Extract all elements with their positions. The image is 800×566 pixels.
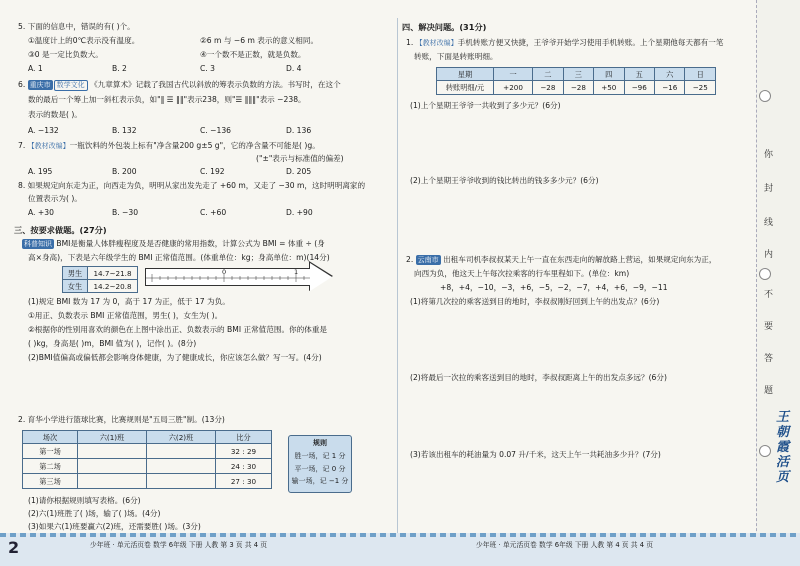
q6-text2: 数的最后一个筹上加一斜杠表示负，如"‖ ☰ ‖‖"表示238，则"☰ ‖‖‖"表示 −238。 [28,95,306,104]
binding-hole-icon [759,268,771,280]
table-row [437,81,716,95]
q6-choice-b: B. 132 [112,126,137,135]
game-name: 第二场 [23,459,78,474]
col-class1: 六(1)班 [78,431,147,444]
q5-option2: ②6 m 与 −6 m 表示的意义相同。 [200,36,319,45]
value-sun: −25 [685,81,716,95]
class1-cell[interactable] [78,474,147,489]
r-q2-part3: (3)若该出租车的耗油量为 0.07 升/千米，这天上午一共耗油多少升？(7分) [410,450,661,459]
value-wed: −28 [563,81,593,95]
q7-note: ("±"表示与标准值的偏差) [256,154,344,163]
boy-label: 男生 [63,267,88,280]
bmi-line1 [22,239,325,249]
girl-range: 14.2~20.8 [88,280,138,293]
value-sat: −16 [654,81,684,95]
q6-line1 [18,80,341,91]
q8-choice-c: C. +60 [200,208,227,217]
q7-choice-b: B. 200 [112,167,137,176]
basket-stem: 2. 育华小学进行篮球比赛，比赛规则是"五局三胜"制。(13分) [18,415,225,424]
q6-number: 6. [18,80,26,89]
r-q2-part1: (1)将第几次拉的乘客送到目的地时，李叔叔刚好回到上午的出发点？(6分) [410,297,660,306]
girl-label: 女生 [63,280,88,293]
basket-part1: (1)请你根据规则填写表格。(6分) [28,496,141,505]
bmi-part1b: ②根据你的性别用喜欢的颜色在上图中涂出正、负数表示的 BMI 正常值范围。你的体重是 [28,325,328,334]
binding-char: 不 [764,290,774,300]
q5-choice-c: C. 3 [200,64,215,73]
r-q2-line1 [406,255,716,265]
col-wed: 三 [563,68,593,81]
binding-hole-icon [759,445,771,457]
table-row [23,444,272,459]
r-q2-text1: 出租车司机李叔叔某天上午一直在东西走向的解放路上营运，如果规定向东为正， [443,255,717,264]
q8-text1: 8. 如果规定向东走为正，向西走为负，明明从家出发先走了 +60 m，又走了 −30 m，这时明明离家的 [18,181,366,190]
class2-cell[interactable] [147,474,216,489]
class1-cell[interactable] [78,459,147,474]
rule-draw: 平一场，记 0 分 [294,464,346,473]
ruler-arrow-head [310,263,332,291]
r-q1-line1 [406,38,723,48]
q5-choice-a: A. 1 [28,64,43,73]
brand-logo: 王朝霞活页 [776,410,790,485]
binding-char: 线 [764,218,774,228]
boy-range: 14.7~21.8 [88,267,138,280]
q6-text3: 表示的数是( )。 [28,110,82,119]
col-mon: 一 [494,68,533,81]
r-q1-text1: 手机转账方便又快捷，王爷爷开始学习使用手机转账。上个星期他每天都有一笔 [457,38,724,47]
q5-option4: ④一个数不是正数，就是负数。 [200,50,306,59]
ruler-one-label: 1 [294,268,299,276]
col-fri: 五 [624,68,654,81]
q5-choice-d: D. 4 [286,64,302,73]
bmi-tag: 科普知识 [24,240,52,248]
q8-choice-a: A. +30 [28,208,54,217]
q5-choice-b: B. 2 [112,64,127,73]
q7-choice-a: A. 195 [28,167,53,176]
game-score: 24 : 30 [216,459,272,474]
game-score: 32 : 29 [216,444,272,459]
binding-char: 答 [764,354,774,364]
col-tue: 二 [533,68,563,81]
q7-number: 7. [18,141,26,150]
r-q2-number: 2. [406,255,414,264]
section3-title: 三、按要求做题。(27分) [14,225,107,235]
binding-char: 内 [764,250,774,260]
ruler-ticks [146,269,311,285]
rule-win: 胜一场，记 1 分 [294,451,346,460]
basket-part3: (3)如果六(1)班要赢六(2)班，还需要胜( )场。(3分) [28,522,201,531]
q7-tag: 【教材改编】 [27,142,70,150]
ruler-zero-label: 0 [222,268,227,276]
table-row [23,459,272,474]
col-thu: 四 [594,68,624,81]
rules-title: 规则 [313,439,327,447]
q7-choice-d: D. 205 [286,167,312,176]
col-class2: 六(2)班 [147,431,216,444]
transfer-table [436,67,716,95]
rules-box [288,435,352,493]
value-fri: −96 [624,81,654,95]
value-tue: −28 [533,81,563,95]
number-line-ruler [145,268,312,286]
value-mon: +200 [494,81,533,95]
footer-wave [0,533,800,537]
bmi-part1c: ( )kg，身高是( )m，BMI 值为( )，记作( )。(8分) [28,339,197,348]
binding-char: 题 [764,386,774,396]
left-footer-text: 少年班 · 单元活页卷 数学 6年级 下册 人教 第 3 页 共 4 页 [90,541,267,549]
page-number: 2 [8,538,20,557]
bmi-text2: 高×身高)，下表是六年级学生的 BMI 正常值范围。(体重单位：kg；身高单位：m)(14分) [28,253,330,262]
game-name: 第一场 [23,444,78,459]
q5-option3: ③0 是一定比负数大。 [28,50,103,59]
col-score: 比分 [216,431,272,444]
bmi-part1a: ①用正、负数表示 BMI 正常值范围，男生( )，女生为( )。 [28,311,223,320]
r-q1-text2: 转账，下面是转账明细。 [414,52,498,61]
q6-choice-a: A. −132 [28,126,59,135]
bmi-text1: BMI是衡量人体胖瘦程度及是否健康的常用指数，计算公式为 BMI = 体重 ÷ (身 [56,239,325,248]
q6-region-tag: 重庆市 [29,81,51,89]
q8-choice-d: D. +90 [286,208,313,217]
q6-choice-d: D. 136 [286,126,312,135]
q6-choice-c: C. −136 [200,126,231,135]
q7-text1: 一瓶饮料的外包装上标有"净含量200 g±5 g"，它的净含量不可能是( )g。 [69,141,320,150]
r-q2-part2: (2)将最后一次拉的乘客送到目的地时，李叔叔距离上午的出发点多远？(6分) [410,373,667,382]
q6-text1: 《九章算术》记载了我国古代以斜放的筹表示负数的方法。书写时，在这个 [90,80,341,89]
col-weekday: 星期 [437,68,494,81]
bmi-range-table [62,266,138,293]
class2-cell[interactable] [147,459,216,474]
binding-char: 要 [764,322,774,332]
r-q1-part1: (1)上个星期王爷爷一共收到了多少元？(6分) [410,101,561,110]
basket-part2: (2)六(1)班胜了( )场，输了( )场。(4分) [28,509,161,518]
q7-choice-c: C. 192 [200,167,225,176]
r-q1-part2: (2)上个星期王爷爷收到的钱比转出的钱多多少元？(6分) [410,176,599,185]
r-q2-sequence: +8，+4，−10，−3，+6，−5，−2，−7，+4，+6，−9，−11 [440,283,668,292]
value-thu: +50 [594,81,624,95]
column-divider [397,18,398,533]
row-label: 转账明细/元 [437,81,494,95]
r-q1-number: 1. [406,38,414,47]
bmi-part2: (2)BMI值偏高或偏低都会影响身体健康，为了健康成长，你应该怎么做？写一写。(4分) [28,353,322,362]
q8-choice-b: B. −30 [112,208,139,217]
binding-char: 你 [764,150,774,160]
game-name: 第三场 [23,474,78,489]
footer-band [0,535,800,566]
section4-title: 四、解决问题。(31分) [402,22,487,32]
game-score: 27 : 30 [216,474,272,489]
right-footer-text: 少年班 · 单元活页卷 数学 6年级 下册 人教 第 4 页 共 4 页 [476,541,653,549]
q6-topic-tag: 数学文化 [54,80,88,91]
table-row [23,474,272,489]
q7-line1 [18,141,320,151]
q5-option1: ①温度计上的0℃表示没有温度。 [28,36,140,45]
basketball-table [22,430,272,489]
rule-lose: 输一场，记 −1 分 [291,477,349,486]
r-q1-tag: 【教材改编】 [415,39,458,47]
r-q2-region-tag: 云南市 [417,256,439,264]
class2-cell[interactable] [147,444,216,459]
r-q2-text2: 向西为负，他这天上午每次拉乘客的行车里程如下。(单位：km) [414,269,630,278]
col-game: 场次 [23,431,78,444]
q5-stem: 5. 下面的信息中，错误的有( )个。 [18,22,135,31]
class1-cell[interactable] [78,444,147,459]
binding-char: 封 [764,184,774,194]
q8-text2: 位置表示为( )。 [28,194,82,203]
col-sun: 日 [685,68,716,81]
bmi-part1: (1)规定 BMI 数为 17 为 0，高于 17 为正，低于 17 为负。 [28,297,230,306]
binding-hole-icon [759,90,771,102]
col-sat: 六 [654,68,684,81]
